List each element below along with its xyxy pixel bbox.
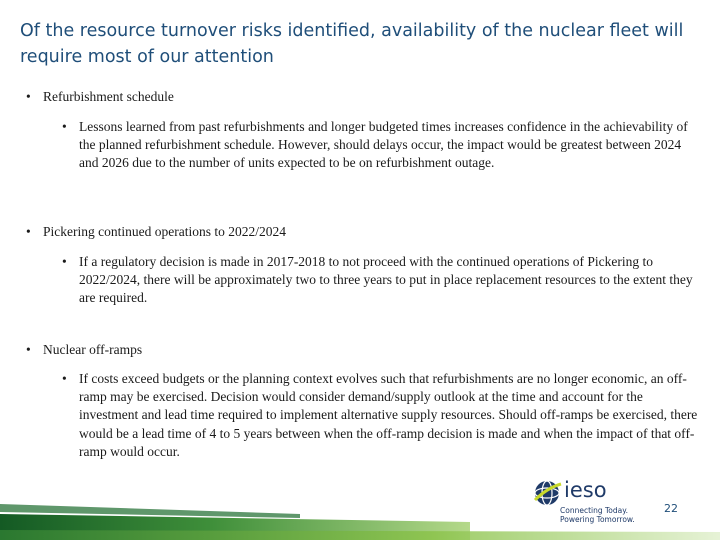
sub-bullet-text: If a regulatory decision is made in 2017-2018 to not proceed with the continued operations of Pickering to 2022/2024, there will be approximately two to three years to put in place replacement resources to the extent they are required. <box>79 254 693 306</box>
sub-bullet-marker: • <box>62 371 67 386</box>
bullet-label: Refurbishment schedule <box>43 89 174 104</box>
bullet-marker: • <box>26 342 31 357</box>
logo-tagline <box>560 506 635 524</box>
logo-tagline-line2: Powering Tomorrow. <box>560 515 635 524</box>
sub-bullet-text: If costs exceed budgets or the planning context evolves such that refurbishments are no longer economic, an off-ramp may be exercised. Decision would consider demand/supply outlook at the time and account for the investment and lead time required to implement alternative supply resources. Should off-ramps be exercised, there would be a lead time of 4 to 5 years between when the off-ramp decision is made and when the impact of that off-ramp would occur. <box>79 371 698 459</box>
page-number: 22 <box>664 502 678 515</box>
ieso-logo <box>530 478 660 528</box>
sub-bullet-item <box>62 118 702 173</box>
slide-title: Of the resource turnover risks identified, availability of the nuclear fleet will require most of our attention <box>20 21 684 67</box>
globe-icon <box>532 478 562 508</box>
sub-bullet-text: Lessons learned from past refurbishments and longer budgeted times increases confidence in the achievability of the planned refurbishment schedule. However, should delays occur, the impact would be greatest between 2024 and 2026 due to the number of units expected to be on refurbishment outage. <box>79 119 688 171</box>
bullet-label: Pickering continued operations to 2022/2024 <box>43 224 286 239</box>
bullet-marker: • <box>26 89 31 104</box>
sub-bullet-item <box>62 253 702 308</box>
bullet-marker: • <box>26 224 31 239</box>
bullet-label: Nuclear off-ramps <box>43 342 143 357</box>
sub-bullet-item <box>62 370 702 461</box>
sub-bullet-marker: • <box>62 119 67 134</box>
logo-tagline-line1: Connecting Today. <box>560 506 628 515</box>
logo-wordmark: ieso <box>564 478 607 502</box>
sub-bullet-marker: • <box>62 254 67 269</box>
